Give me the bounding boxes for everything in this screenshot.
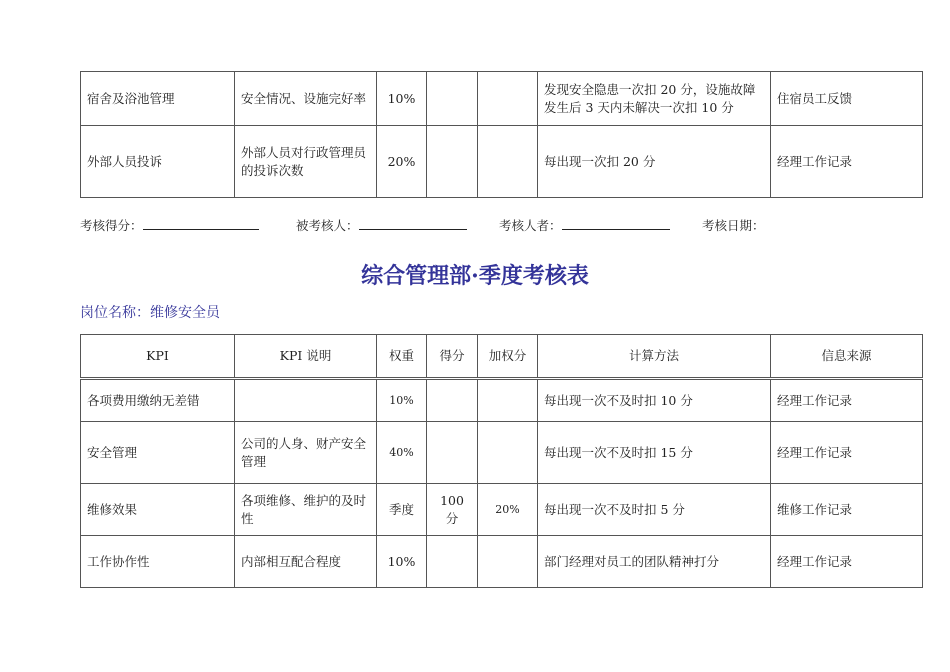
header-kpi-desc: KPI 说明 (235, 335, 377, 379)
kpi-desc-cell (235, 379, 377, 422)
source-cell: 经理工作记录 (771, 379, 923, 422)
table-row (81, 126, 923, 198)
kpi-item-cell: 各项费用缴纳无差错 (81, 379, 235, 422)
source-cell: 经理工作记录 (771, 126, 923, 198)
weighted-score-cell (478, 72, 538, 126)
kpi-item-cell: 外部人员投诉 (81, 126, 235, 198)
header-method: 计算方法 (538, 335, 771, 379)
examiner-blank-line[interactable] (562, 217, 670, 230)
kpi-item-cell: 安全管理 (81, 422, 235, 484)
score-cell (427, 126, 478, 198)
examinee-label: 被考核人： (296, 218, 359, 233)
kpi-item-cell: 维修效果 (81, 484, 235, 536)
kpi-desc-cell: 安全情况、设施完好率 (235, 72, 377, 126)
weight-cell: 20% (377, 126, 427, 198)
score-label: 考核得分： (80, 218, 143, 233)
method-cell: 每出现一次不及时扣 10 分 (538, 379, 771, 422)
method-cell: 部门经理对员工的团队精神打分 (538, 536, 771, 588)
header-weighted-score: 加权分 (478, 335, 538, 379)
previous-kpi-table (80, 71, 923, 198)
kpi-desc-cell: 外部人员对行政管理员的投诉次数 (235, 126, 377, 198)
header-weight: 权重 (377, 335, 427, 379)
score-cell (427, 536, 478, 588)
table-row (81, 72, 923, 126)
score-cell (427, 379, 478, 422)
weighted-score-cell (478, 536, 538, 588)
kpi-item-cell: 宿舍及浴池管理 (81, 72, 235, 126)
source-cell: 经理工作记录 (771, 536, 923, 588)
kpi-item-cell: 工作协作性 (81, 536, 235, 588)
table-header-row (81, 335, 923, 379)
examinee-signature-field (296, 216, 467, 234)
table-row (81, 536, 923, 588)
header-kpi: KPI (81, 335, 235, 379)
examiner-signature-field (499, 216, 670, 234)
header-score: 得分 (427, 335, 478, 379)
position-name: 岗位名称：维修安全员 (80, 305, 220, 321)
method-cell: 每出现一次不及时扣 5 分 (538, 484, 771, 536)
page-title: 综合管理部·季度考核表 (361, 263, 589, 289)
method-cell: 每出现一次扣 20 分 (538, 126, 771, 198)
source-cell: 维修工作记录 (771, 484, 923, 536)
weight-cell: 10% (377, 536, 427, 588)
score-signature-field (80, 216, 259, 234)
kpi-desc-cell: 各项维修、维护的及时性 (235, 484, 377, 536)
method-cell: 每出现一次不及时扣 15 分 (538, 422, 771, 484)
score-cell (427, 72, 478, 126)
table-row (81, 484, 923, 536)
score-blank-line[interactable] (143, 217, 259, 230)
kpi-table (80, 334, 923, 588)
weighted-score-cell (478, 126, 538, 198)
table-row (81, 422, 923, 484)
examinee-blank-line[interactable] (359, 217, 467, 230)
source-cell: 经理工作记录 (771, 422, 923, 484)
weight-cell: 40% (377, 422, 427, 484)
date-signature-field (702, 216, 765, 234)
weighted-score-cell (478, 422, 538, 484)
table-row (81, 379, 923, 422)
weighted-score-cell: 20% (478, 484, 538, 536)
kpi-desc-cell: 内部相互配合程度 (235, 536, 377, 588)
source-cell: 住宿员工反馈 (771, 72, 923, 126)
examiner-label: 考核人者： (499, 218, 562, 233)
date-label: 考核日期： (702, 218, 765, 233)
weight-cell: 10% (377, 379, 427, 422)
header-source: 信息来源 (771, 335, 923, 379)
score-cell (427, 422, 478, 484)
method-cell: 发现安全隐患一次扣 20 分，设施故障发生后 3 天内未解决一次扣 10 分 (538, 72, 771, 126)
weighted-score-cell (478, 379, 538, 422)
weight-cell: 季度 (377, 484, 427, 536)
kpi-desc-cell: 公司的人身、财产安全管理 (235, 422, 377, 484)
score-cell: 100 分 (427, 484, 478, 536)
weight-cell: 10% (377, 72, 427, 126)
